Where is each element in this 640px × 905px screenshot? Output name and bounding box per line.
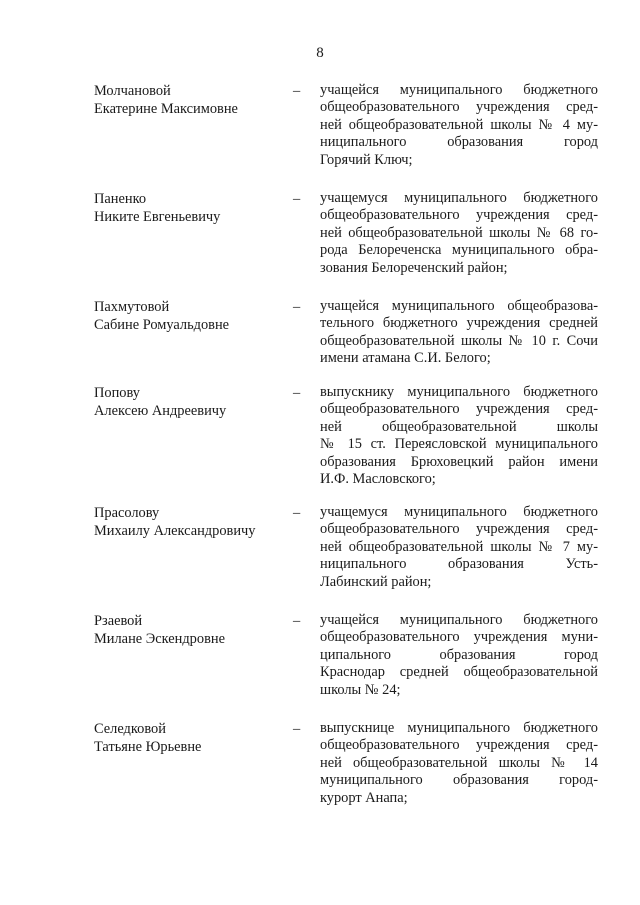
description-line: ней общеобразовательной школы № 7 му-: [320, 538, 598, 555]
description-line: учащейся муниципального общеобразова-: [320, 298, 598, 314]
list-item: [0, 720, 640, 828]
separator-dash: –: [293, 385, 301, 401]
recipient-given-names: Екатерине Максимовне: [94, 101, 238, 118]
recipient-given-names: Сабине Ромуальдовне: [94, 317, 230, 334]
description-line: ниципального образования город: [320, 134, 598, 151]
recipient-surname: Пахмутовой: [94, 299, 170, 315]
list-item: [0, 384, 640, 504]
description-line: учащейся муниципального бюджетного: [320, 82, 598, 98]
description-line: ней общеобразовательной школы № 68 го-: [320, 224, 598, 241]
recipient-description: [320, 298, 598, 368]
recipient-surname: Прасолову: [94, 505, 160, 521]
description-line: общеобразовательной школы № 10 г. Сочи: [320, 332, 598, 349]
recipient-surname: Молчановой: [94, 83, 171, 99]
description-line: тельного бюджетного учреждения средней: [320, 315, 598, 332]
separator-dash: –: [293, 505, 301, 521]
description-line: № 15 ст. Переясловской муниципального: [320, 436, 598, 453]
recipient-given-names: Никите Евгеньевичу: [94, 209, 221, 226]
list-item: [0, 612, 640, 720]
recipient-name: [94, 384, 274, 421]
description-line: зования Белореченский район;: [320, 259, 508, 276]
description-line: выпускнице муниципального бюджетного: [320, 720, 598, 736]
recipient-description: [320, 612, 598, 699]
description-line: И.Ф. Масловского;: [320, 471, 436, 488]
recipient-given-names: Татьяне Юрьевне: [94, 739, 202, 756]
description-line: школы № 24;: [320, 681, 401, 698]
description-line: курорт Анапа;: [320, 789, 408, 806]
recipient-surname: Селедковой: [94, 721, 166, 737]
recipient-surname: Рзаевой: [94, 613, 143, 629]
recipient-given-names: Алексею Андреевичу: [94, 403, 227, 420]
description-line: ней общеобразовательной школы: [320, 418, 598, 435]
recipient-name: [94, 298, 274, 335]
separator-dash: –: [293, 191, 301, 207]
recipient-name: [94, 190, 274, 227]
description-line: Краснодар средней общеобразовательной: [320, 664, 598, 681]
description-line: учащемуся муниципального бюджетного: [320, 504, 598, 520]
recipient-description: [320, 190, 598, 277]
recipient-surname: Попову: [94, 385, 140, 401]
description-line: общеобразовательного учреждения муни-: [320, 629, 598, 646]
list-item: [0, 298, 640, 384]
award-list: [0, 82, 640, 828]
separator-dash: –: [293, 299, 301, 315]
list-item: [0, 190, 640, 298]
recipient-name: [94, 82, 274, 119]
recipient-name: [94, 612, 274, 649]
description-line: ней общеобразовательной школы № 4 му-: [320, 116, 598, 133]
description-line: ниципального образования Усть-: [320, 556, 598, 573]
list-item: [0, 82, 640, 190]
description-line: общеобразовательного учреждения сред-: [320, 521, 598, 538]
description-line: учащемуся муниципального бюджетного: [320, 190, 598, 206]
description-line: общеобразовательного учреждения сред-: [320, 401, 598, 418]
description-line: имени атамана С.И. Белого;: [320, 350, 491, 367]
description-line: муниципального образования город-: [320, 772, 598, 789]
recipient-description: [320, 384, 598, 488]
description-line: Лабинский район;: [320, 573, 432, 590]
list-item: [0, 504, 640, 612]
description-line: общеобразовательного учреждения сред-: [320, 737, 598, 754]
separator-dash: –: [293, 721, 301, 737]
recipient-description: [320, 720, 598, 807]
description-line: общеобразовательного учреждения сред-: [320, 207, 598, 224]
description-line: ципального образования город: [320, 646, 598, 663]
page-number: 8: [316, 45, 324, 61]
recipient-surname: Паненко: [94, 191, 147, 207]
description-line: ней общеобразовательной школы № 14: [320, 754, 598, 771]
recipient-given-names: Милане Эскендровне: [94, 631, 225, 648]
description-line: образования Брюховецкий район имени: [320, 453, 598, 470]
recipient-description: [320, 504, 598, 591]
description-line: выпускнику муниципального бюджетного: [320, 384, 598, 400]
recipient-description: [320, 82, 598, 169]
recipient-name: [94, 720, 274, 757]
description-line: Горячий Ключ;: [320, 151, 413, 168]
separator-dash: –: [293, 613, 301, 629]
separator-dash: –: [293, 83, 301, 99]
recipient-name: [94, 504, 274, 541]
description-line: общеобразовательного учреждения сред-: [320, 99, 598, 116]
description-line: учащейся муниципального бюджетного: [320, 612, 598, 628]
recipient-given-names: Михаилу Александровичу: [94, 523, 256, 540]
description-line: рода Белореченска муниципального обра-: [320, 242, 598, 259]
